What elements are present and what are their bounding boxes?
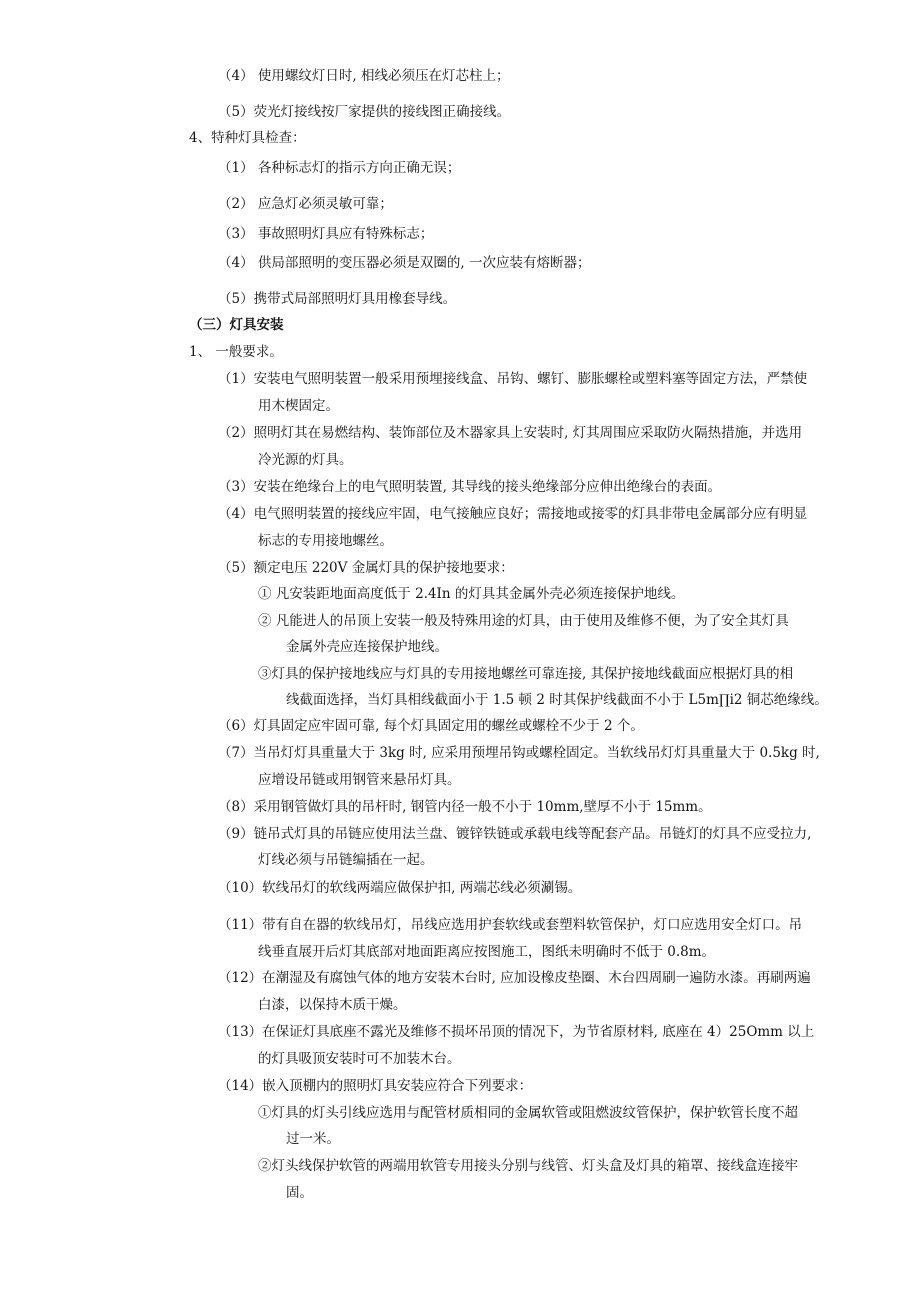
text-line: （5）额定电压 220V 金属灯具的保护接地要求：	[218, 560, 514, 576]
text-line: 冷光源的灯具。	[258, 452, 353, 468]
text-line: 白漆，以保持木质干燥。	[258, 997, 407, 1013]
text-line: 线垂直展开后灯其底部对地面距离应按图施工，图纸未明确时不低于 0.8m。	[258, 944, 716, 960]
text-line: 固。	[286, 1185, 313, 1201]
section-heading: 4、特种灯具检查：	[189, 130, 306, 146]
text-line: （1）安装电气照明装置一般采用预埋接线盒、吊钩、螺钉、膨胀螺栓或塑料塞等固定方法，严禁使	[218, 371, 808, 387]
text-line: 应增设吊链或用钢管来悬吊灯具。	[258, 772, 461, 788]
text-line: （4） 供局部照明的变压器必须是双圈的, 一次应装有熔断器；	[218, 255, 591, 271]
text-line: （1） 各种标志灯的指示方向正确无误；	[218, 160, 461, 176]
text-line: （12）在潮湿及有腐蚀气体的地方安装木台时, 应加设橡皮垫圈、木台四周刷一遍防水漆。再刷两遍	[218, 970, 811, 986]
text-line: 线截面选择，当灯具相线截面小于 1.5 顿 2 时其保护线截面不小于 L5m∏i2 铜芯绝缘线。	[286, 692, 828, 708]
text-line: 用木楔固定。	[258, 398, 339, 414]
text-line: （11）带有自在器的软线吊灯，吊线应选用护套软线或套塑料软管保护，灯口应选用安全灯口。吊	[218, 917, 803, 933]
text-line: ②灯头线保护软管的两端用软管专用接头分别与线管、灯头盒及灯具的箱罩、接线盒连接牢	[258, 1158, 798, 1174]
section-heading: 1、 一般要求。	[189, 344, 283, 360]
text-line: （5）荧光灯接线按厂家提供的接线图正确接线。	[218, 104, 511, 120]
text-line: （3）安装在绝缘台上的电气照明装置, 其导线的接头绝缘部分应伸出绝缘台的表面。	[218, 479, 722, 495]
text-line: （5）携带式局部照明灯具用橡套导线。	[218, 291, 457, 307]
text-line: （8）采用钢管做灯具的吊杆时, 钢管内径一般不小于 10mm,壁厚不小于 15mm。	[218, 799, 712, 815]
text-line: 的灯具吸顶安装时可不加装木台。	[258, 1051, 461, 1067]
text-line: （7）当吊灯灯具重量大于 3kg 时, 应采用预埋吊钩或螺栓固定。当软线吊灯灯具重量大于 0.5kg 时,	[218, 745, 820, 761]
text-line: （3） 事故照明灯具应有特殊标志；	[218, 226, 434, 242]
text-line: 标志的专用接地螺丝。	[258, 533, 393, 549]
text-line: （13）在保证灯具底座不露光及维修不损坏吊顶的情况下，为节省原材料, 底座在 4）25Omm 以上	[218, 1024, 815, 1040]
text-line: ① 凡安装距地面高度低于 2.4In 的灯具其金属外壳必须连接保护地线。	[258, 586, 685, 602]
text-line: 灯线必须与吊链编插在一起。	[258, 852, 434, 868]
text-line: （6）灯具固定应牢固可靠, 每个灯具固定用的螺丝或螺栓不少于 2 个。	[218, 718, 644, 734]
text-line: （4）电气照明装置的接线应牢固，电气接触应良好；需接地或接零的灯具非带电金属部分应有明显	[218, 506, 808, 522]
text-line: ③灯具的保护接地线应与灯具的专用接地螺丝可靠连接, 其保护接地线截面应根据灯具的相	[258, 666, 794, 682]
text-line: （9）链吊式灯具的吊链应使用法兰盘、镀锌铁链或承载电线等配套产品。吊链灯的灯具不应受拉力,	[218, 826, 812, 842]
text-line: （2） 应急灯必须灵敏可靠；	[218, 196, 393, 212]
text-line: （14）嵌入顶棚内的照明灯具安装应符合下列要求：	[218, 1078, 533, 1094]
text-line: （2）照明灯其在易燃结构、装饰部位及木器家具上安装时, 灯其周围应采取防火隔热措施，并选用	[218, 425, 803, 441]
text-line: ② 凡能进人的吊顶上安装一般及特殊用途的灯具，由于使用及维修不便，为了安全其灯具	[258, 613, 789, 629]
section-heading: （三）灯具安装	[189, 317, 284, 333]
text-line: ①灯具的灯头引线应选用与配管材质相同的金属软管或阻燃波纹管保护，保护软管长度不超	[258, 1105, 798, 1121]
text-line: 金属外壳应连接保护地线。	[286, 639, 448, 655]
text-line: 过一米。	[286, 1131, 340, 1147]
text-line: （10）软线吊灯的软线两端应做保护扣, 两端芯线必须涮锡。	[218, 880, 582, 896]
text-line: （4） 使用螺纹灯日时, 相线必须压在灯芯柱上；	[218, 68, 510, 84]
